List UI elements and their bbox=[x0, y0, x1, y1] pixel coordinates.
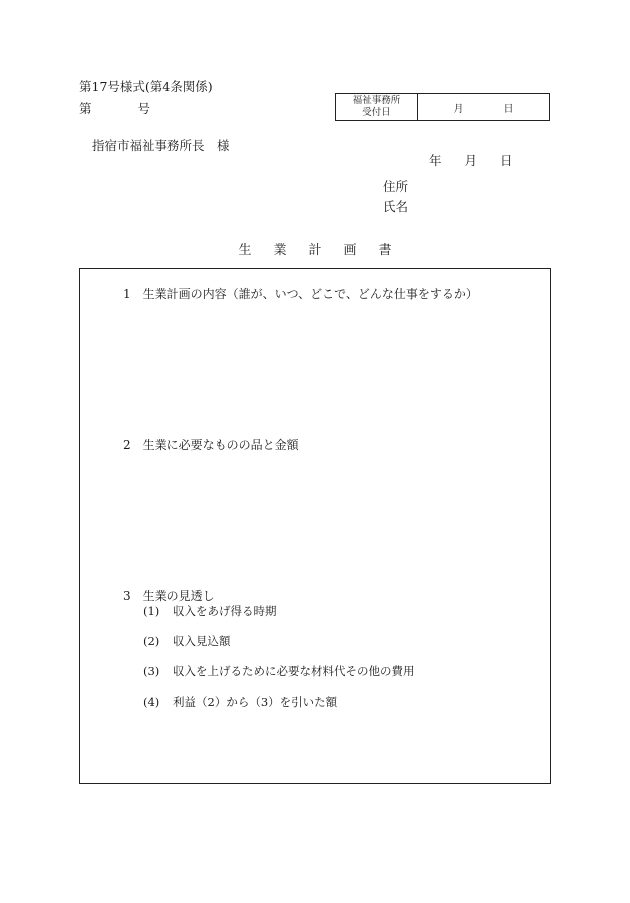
section-3-outlook: 3 生業の見透し bbox=[123, 589, 215, 603]
subitem-expected-income bbox=[143, 633, 231, 649]
form-number-label: 第17号様式(第4条関係) bbox=[79, 79, 213, 94]
reception-day: 日 bbox=[503, 103, 514, 115]
subitem-number: (2) bbox=[143, 634, 160, 648]
reception-date-field[interactable] bbox=[418, 94, 549, 120]
subitem-text: 利益（2）から（3）を引いた額 bbox=[173, 695, 338, 709]
addressee: 指宿市福祉事務所長 様 bbox=[92, 138, 230, 153]
subitem-text: 収入を上げるために必要な材料代その他の費用 bbox=[173, 664, 415, 678]
subitem-text: 収入をあげ得る時期 bbox=[173, 604, 277, 618]
reception-date-box bbox=[335, 93, 550, 121]
reception-label-line2: 受付日 bbox=[362, 107, 391, 118]
subitem-costs bbox=[143, 663, 415, 679]
document-number-row bbox=[79, 99, 150, 117]
subitem-number: (3) bbox=[143, 664, 160, 678]
number-suffix: 号 bbox=[137, 101, 151, 116]
subitem-income-timing bbox=[143, 603, 277, 619]
subitem-number: (4) bbox=[143, 695, 160, 709]
name-label: 氏名 bbox=[383, 199, 409, 214]
number-prefix: 第 bbox=[79, 101, 92, 116]
reception-month: 月 bbox=[453, 103, 464, 115]
section-1-plan-content: 1 生業計画の内容（誰が、いつ、どこで、どんな仕事をするか） bbox=[123, 287, 478, 301]
subitem-number: (1) bbox=[143, 604, 160, 618]
section-2-required-items: 2 生業に必要なものの品と金額 bbox=[123, 438, 299, 452]
subitem-text: 収入見込額 bbox=[173, 634, 231, 648]
date-day: 日 bbox=[500, 153, 513, 168]
date-year: 年 bbox=[429, 153, 442, 168]
reception-label-line1: 福祉事務所 bbox=[352, 95, 401, 106]
document-title: 生業計画書 bbox=[238, 243, 414, 258]
address-label: 住所 bbox=[383, 179, 409, 194]
submission-date[interactable] bbox=[429, 151, 513, 169]
date-month: 月 bbox=[464, 153, 478, 168]
reception-label bbox=[336, 94, 418, 120]
subitem-profit bbox=[143, 694, 337, 710]
